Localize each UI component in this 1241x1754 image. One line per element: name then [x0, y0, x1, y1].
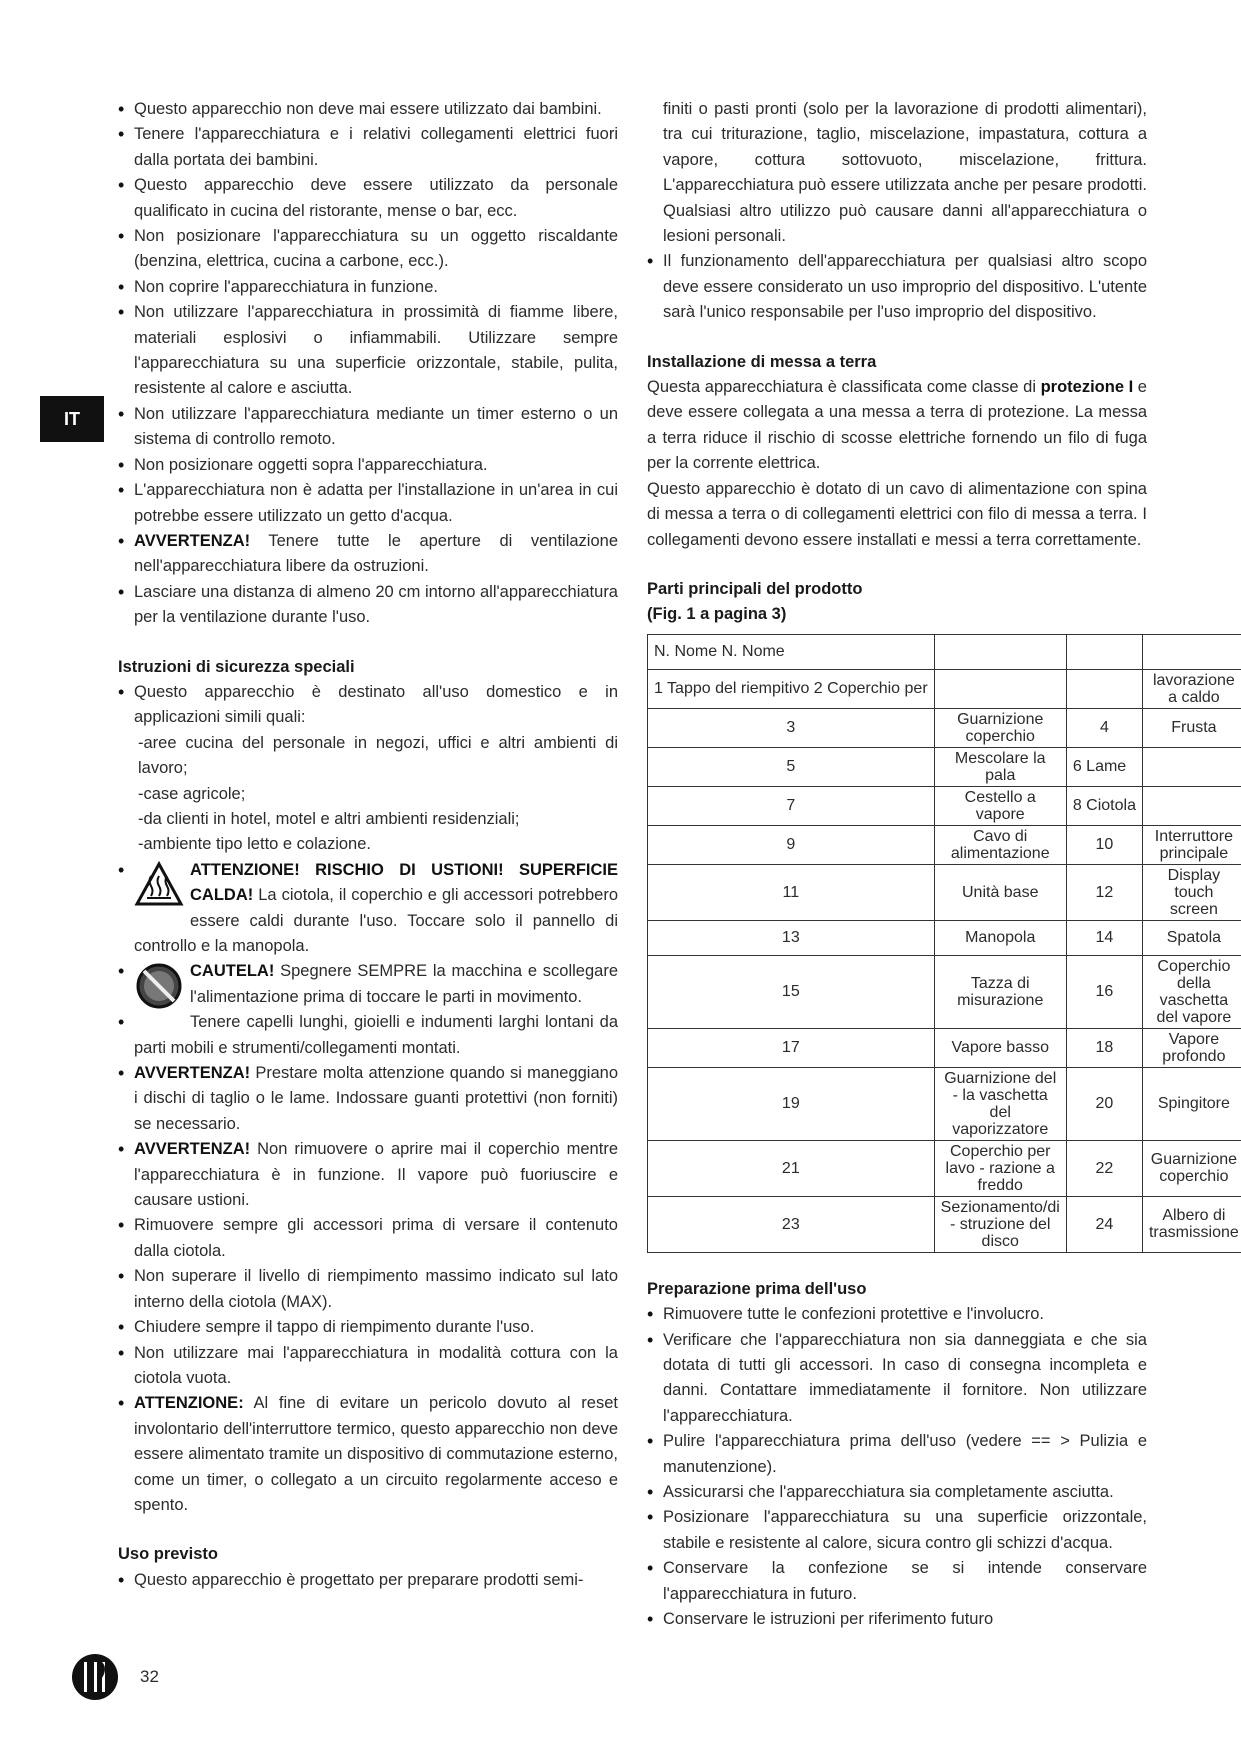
list-item: • Conservare le istruzioni per riferimento futuro	[647, 1607, 1147, 1632]
table-cell: Guarnizione coperchio	[1142, 1140, 1241, 1196]
list-item: • Non posizionare l'apparecchiatura su un oggetto riscaldante (benzina, elettrica, cucina a carbone, ecc.).	[118, 224, 618, 275]
warning-text: Tenere tutte le aperture di ventilazione nell'apparecchiatura libere da ostruzioni.	[134, 531, 618, 576]
table-cell: 23	[648, 1196, 935, 1252]
table-cell: 17	[648, 1028, 935, 1067]
table-row	[648, 1140, 1241, 1196]
preparation-heading: Preparazione prima dell'uso	[647, 1279, 867, 1298]
table-cell: Sezionamento/di - struzione del disco	[934, 1196, 1066, 1252]
table-cell	[1142, 747, 1241, 786]
table-cell: 8 Ciotola	[1066, 786, 1142, 825]
parts-table	[647, 634, 1241, 1253]
no-touch-moving-parts-icon	[134, 961, 184, 1011]
use-line: -ambiente tipo letto e colazione.	[138, 835, 371, 854]
list-item: • Tenere capelli lunghi, gioielli e indumenti larghi lontani da parti mobili e strumenti/collegamenti montati.	[118, 1010, 618, 1061]
table-cell: 21	[648, 1140, 935, 1196]
table-cell: 18	[1066, 1028, 1142, 1067]
list-item: • Lasciare una distanza di almeno 20 cm intorno all'apparecchiatura per la ventilazione durante l'uso.	[118, 580, 618, 631]
table-row	[648, 708, 1241, 747]
table-cell: 24	[1066, 1196, 1142, 1252]
list-item	[118, 959, 618, 1010]
list-item	[118, 1137, 618, 1213]
table-cell	[934, 634, 1066, 669]
list-item	[118, 858, 618, 960]
table-cell: 6 Lame	[1066, 747, 1142, 786]
table-cell: 16	[1066, 955, 1142, 1028]
table-cell: Spingitore	[1142, 1067, 1241, 1140]
table-row	[648, 786, 1241, 825]
table-cell: Tazza di misurazione	[934, 955, 1066, 1028]
list-item: • Assicurarsi che l'apparecchiatura sia completamente asciutta.	[647, 1480, 1147, 1505]
table-row	[648, 1028, 1241, 1067]
table-cell: 5	[648, 747, 935, 786]
table-row	[648, 634, 1241, 669]
table-row	[648, 864, 1241, 920]
use-line: -aree cucina del personale in negozi, uffici e altri ambienti di lavoro;	[138, 733, 618, 778]
table-cell: Coperchio della vaschetta del vapore	[1142, 955, 1241, 1028]
table-cell	[934, 669, 1066, 708]
table-cell: Mescolare la pala	[934, 747, 1066, 786]
table-cell	[1066, 669, 1142, 708]
earthing-text: Questa apparecchiatura è classificata come classe di	[647, 378, 1041, 397]
intended-use-list	[118, 1568, 618, 1593]
table-cell: Cestello a vapore	[934, 786, 1066, 825]
table-cell	[1142, 786, 1241, 825]
list-item: • Questo apparecchio deve essere utilizzato da personale qualificato in cucina del ristorante, mense o bar, ecc.	[118, 173, 618, 224]
warning-text: Non rimuovere o aprire mai il coperchio mentre l'apparecchiatura è in funzione. Il vapore può fuoriuscire e causare ustioni.	[134, 1140, 618, 1210]
earthing-paragraph-2: Questo apparecchio è dotato di un cavo di alimentazione con spina di messa a terra o di collegamenti elettrici con filo di messa a terra. I collegamenti devono essere installati e messi a terra correttamente.	[647, 479, 1147, 549]
caution-label: CAUTELA!	[190, 962, 275, 981]
table-cell: 9	[648, 825, 935, 864]
table-cell: Guarnizione del - la vaschetta del vaporizzatore	[934, 1067, 1066, 1140]
earthing-paragraph	[647, 375, 1147, 477]
earthing-text: e deve essere collegata a una messa a terra di protezione. La messa a terra riduce il rischio di scosse elettriche fornendo un filo di fuga per la corrente elettrica.	[647, 378, 1147, 473]
warning-label: AVVERTENZA!	[134, 1064, 251, 1083]
list-item: • L'apparecchiatura non è adatta per l'installazione in un'area in cui potrebbe essere utilizzato un getto d'acqua.	[118, 478, 618, 529]
table-cell: 4	[1066, 708, 1142, 747]
warning-label: AVVERTENZA!	[134, 531, 251, 550]
special-safety-list	[118, 680, 618, 731]
list-item: • Non utilizzare mai l'apparecchiatura in modalità cottura con la ciotola vuota.	[118, 1341, 618, 1392]
use-line: -da clienti in hotel, motel e altri ambienti residenziali;	[138, 809, 520, 828]
list-item: • Chiudere sempre il tappo di riempimento durante l'uso.	[118, 1315, 618, 1340]
burn-warning-label: ATTENZIONE! RISCHIO DI USTIONI! SUPERFICIE CALDA!	[190, 860, 618, 905]
table-cell: 7	[648, 786, 935, 825]
burn-warning-text: La ciotola, il coperchio e gli accessori potrebbero essere caldi durante l'uso. Toccare solo il pannello di controllo e la manopola.	[134, 886, 618, 955]
list-item: • Tenere l'apparecchiatura e i relativi collegamenti elettrici fuori dalla portata dei bambini.	[118, 122, 618, 173]
table-cell: Guarnizione coperchio	[934, 708, 1066, 747]
table-row	[648, 1067, 1241, 1140]
preparation-list	[647, 1302, 1147, 1632]
list-item: • Verificare che l'apparecchiatura non sia danneggiata e che sia dotata di tutti gli accessori. In caso di consegna incompleta e danni. Contattare immediatamente il fornitore. Non utilizzare l'apparecchiatura.	[647, 1328, 1147, 1430]
table-cell: 15	[648, 955, 935, 1028]
table-row	[648, 1196, 1241, 1252]
list-item	[118, 529, 618, 580]
list-item: • Questo apparecchio non deve mai essere utilizzato dai bambini.	[118, 97, 618, 122]
table-cell: Spatola	[1142, 920, 1241, 955]
list-item: • Non utilizzare l'apparecchiatura mediante un timer esterno o un sistema di controllo remoto.	[118, 402, 618, 453]
list-item: • Posizionare l'apparecchiatura su una superficie orizzontale, stabile e resistente al calore, sicura contro gli schizzi d'acqua.	[647, 1505, 1147, 1556]
use-line: -case agricole;	[138, 784, 246, 803]
special-safety-heading: Istruzioni di sicurezza speciali	[118, 657, 355, 676]
list-item: • Non posizionare oggetti sopra l'apparecchiatura.	[118, 453, 618, 478]
table-cell: 19	[648, 1067, 935, 1140]
table-cell: 22	[1066, 1140, 1142, 1196]
table-cell: 3	[648, 708, 935, 747]
table-row	[648, 747, 1241, 786]
list-item: • Questo apparecchio è progettato per preparare prodotti semi-	[118, 1568, 618, 1593]
list-item: • Non superare il livello di riempimento massimo indicato sul lato interno della ciotola (MAX).	[118, 1264, 618, 1315]
table-row	[648, 669, 1241, 708]
misuse-list	[647, 249, 1147, 325]
table-row	[648, 920, 1241, 955]
safety-list	[118, 97, 618, 631]
warning-text: Prestare molta attenzione quando si maneggiano i dischi di taglio o le lame. Indossare guanti protettivi (non forniti) se necessario.	[134, 1064, 618, 1133]
table-cell: Interruttore principale	[1142, 825, 1241, 864]
table-cell: Vapore basso	[934, 1028, 1066, 1067]
table-cell: Manopola	[934, 920, 1066, 955]
list-item: • Conservare la confezione se si intende conservare l'apparecchiatura in futuro.	[647, 1556, 1147, 1607]
list-item: • Pulire l'apparecchiatura prima dell'uso (vedere == > Pulizia e manutenzione).	[647, 1429, 1147, 1480]
table-cell	[1142, 634, 1241, 669]
list-item: • Non utilizzare l'apparecchiatura in prossimità di fiamme libere, materiali esplosivi o infiammabili. Utilizzare sempre l'apparecchiatura su una superficie orizzontale, stabile, pulita, resistente al calore e asciutta.	[118, 300, 618, 402]
list-item: • Rimuovere tutte le confezioni protettive e l'involucro.	[647, 1302, 1147, 1327]
list-item: • Non coprire l'apparecchiatura in funzione.	[118, 275, 618, 300]
intended-use-continued: finiti o pasti pronti (solo per la lavorazione di prodotti alimentari), tra cui triturazione, taglio, miscelazione, impastatura, cottura a vapore, cottura sottovuoto, miscelazione, frittura. L'apparecchiatura può essere utilizzata anche per pesare prodotti. Qualsiasi altro utilizzo può causare danni all'apparecchiatura o lesioni personali.	[663, 100, 1147, 246]
hazard-list	[118, 858, 618, 1519]
parts-heading: Parti principali del prodotto	[647, 579, 863, 598]
table-cell: 20	[1066, 1067, 1142, 1140]
right-column	[647, 97, 1239, 1632]
table-cell: Frusta	[1142, 708, 1241, 747]
table-cell: lavorazione a caldo	[1142, 669, 1241, 708]
language-tab: IT	[40, 396, 104, 442]
table-cell: Display touch screen	[1142, 864, 1241, 920]
earthing-heading: Installazione di messa a terra	[647, 352, 877, 371]
hot-surface-icon	[134, 860, 184, 910]
protection-class: protezione I	[1040, 378, 1134, 397]
table-row	[648, 955, 1241, 1028]
table-cell: 12	[1066, 864, 1142, 920]
list-item: • Il funzionamento dell'apparecchiatura per qualsiasi altro scopo deve essere considerato un uso improprio del dispositivo. L'utente sarà l'unico responsabile per l'uso improprio del dispositivo.	[647, 249, 1147, 325]
cutlery-logo-icon	[70, 1652, 120, 1702]
table-cell: Vapore profondo	[1142, 1028, 1241, 1067]
table-cell: 11	[648, 864, 935, 920]
attention-label: ATTENZIONE:	[134, 1394, 244, 1413]
table-cell: N. Nome N. Nome	[648, 634, 935, 669]
table-row	[648, 825, 1241, 864]
table-cell: 13	[648, 920, 935, 955]
table-cell: Albero di trasmissione	[1142, 1196, 1241, 1252]
left-column	[118, 97, 618, 1593]
page-number: 32	[140, 1667, 159, 1686]
caution-text: Spegnere SEMPRE la macchina e scollegare l'alimentazione prima di toccare le parti in movimento.	[190, 962, 618, 1006]
table-cell: 14	[1066, 920, 1142, 955]
table-cell: Coperchio per lavo - razione a freddo	[934, 1140, 1066, 1196]
table-cell: Unità base	[934, 864, 1066, 920]
table-cell: Cavo di alimentazione	[934, 825, 1066, 864]
intended-use-heading: Uso previsto	[118, 1545, 218, 1564]
table-cell: 1 Tappo del riempitivo 2 Coperchio per	[648, 669, 935, 708]
list-item	[118, 1061, 618, 1137]
list-item	[118, 1391, 618, 1518]
table-cell	[1066, 634, 1142, 669]
list-item: • Rimuovere sempre gli accessori prima di versare il contenuto dalla ciotola.	[118, 1213, 618, 1264]
attention-text: Al fine di evitare un pericolo dovuto al reset involontario dell'interruttore termico, questo apparecchio non deve essere alimentato tramite un dispositivo di commutazione esterno, come un timer, o collegato a un circuito regolarmente acceso e spento.	[134, 1394, 618, 1514]
table-cell: 10	[1066, 825, 1142, 864]
warning-label: AVVERTENZA!	[134, 1140, 251, 1159]
parts-figure-ref: (Fig. 1 a pagina 3)	[647, 605, 787, 624]
list-item: • Questo apparecchio è destinato all'uso domestico e in applicazioni simili quali:	[118, 680, 618, 731]
